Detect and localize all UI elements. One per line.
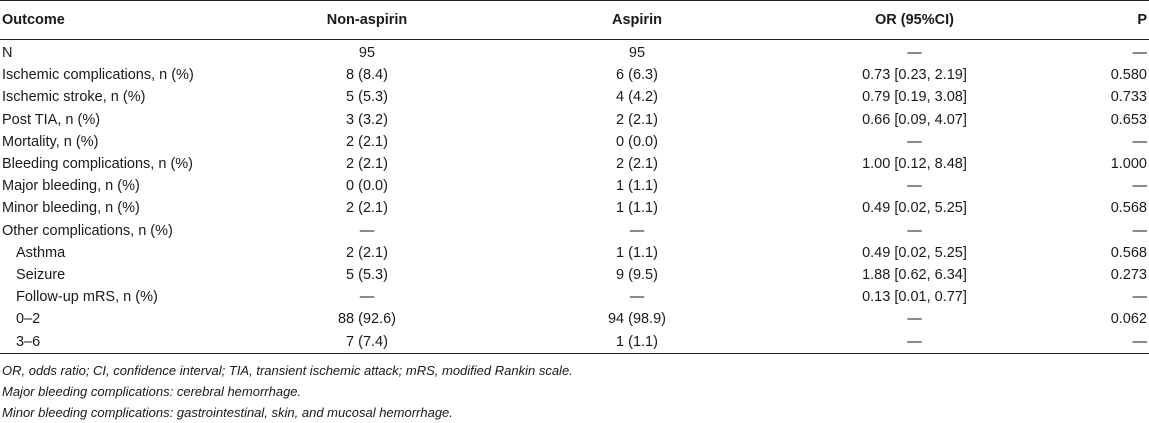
table-header: [0, 1, 1149, 40]
cell-outcome: Follow-up mRS, n (%): [16, 289, 158, 306]
table-row: [0, 153, 1149, 175]
table-row: [0, 286, 1149, 308]
cell-outcome: Asthma: [16, 244, 66, 261]
header-row: [0, 1, 1149, 40]
cell-aspirin: 2 (2.1): [616, 156, 658, 173]
footnote: OR, odds ratio; CI, confidence interval; TIA, transient ischemic attack; mRS, modified Rankin scale.: [2, 362, 573, 378]
header-p-value: P: [1137, 12, 1147, 28]
cell-aspirin: 1 (1.1): [616, 200, 658, 217]
cell-p-value: —: [1132, 222, 1147, 239]
table-row: [0, 175, 1149, 197]
cell-outcome: N: [2, 45, 13, 61]
table-row: [0, 331, 1149, 354]
cell-non-aspirin: —: [359, 289, 375, 306]
cell-outcome: Ischemic stroke, n (%): [2, 89, 146, 106]
cell-non-aspirin: 5 (5.3): [346, 89, 388, 106]
cell-odds-ratio: 1.88 [0.62, 6.34]: [862, 267, 967, 284]
table-row: [0, 64, 1149, 86]
cell-odds-ratio: 0.79 [0.19, 3.08]: [862, 89, 967, 106]
cell-aspirin: 1 (1.1): [616, 178, 658, 195]
cell-outcome: 0–2: [16, 311, 41, 328]
cell-aspirin: 94 (98.9): [607, 311, 667, 328]
cell-non-aspirin: 2 (2.1): [346, 133, 388, 150]
cell-non-aspirin: 8 (8.4): [346, 67, 388, 84]
cell-p-value: —: [1132, 333, 1147, 350]
cell-aspirin: 9 (9.5): [616, 267, 658, 284]
table-row: [0, 86, 1149, 108]
cell-p-value: 0.273: [1110, 267, 1147, 284]
cell-odds-ratio: —: [907, 333, 922, 350]
cell-odds-ratio: 0.66 [0.09, 4.07]: [862, 111, 967, 128]
table-row: [0, 308, 1149, 330]
cell-p-value: 0.568: [1110, 244, 1147, 261]
cell-p-value: 1.000: [1110, 156, 1147, 173]
cell-aspirin: 1 (1.1): [616, 244, 658, 261]
table-row: [0, 220, 1149, 242]
table-footnotes: [0, 360, 1145, 423]
cell-non-aspirin: 95: [358, 45, 376, 61]
cell-p-value: 0.653: [1110, 111, 1147, 128]
cell-aspirin: 1 (1.1): [616, 333, 658, 350]
cell-aspirin: 95: [628, 45, 646, 61]
cell-odds-ratio: —: [907, 178, 922, 195]
header-non-aspirin: Non-aspirin: [326, 12, 408, 28]
cell-outcome: 3–6: [16, 333, 41, 350]
cell-non-aspirin: 7 (7.4): [346, 333, 388, 350]
footnote: Minor bleeding complications: gastrointestinal, skin, and mucosal hemorrhage.: [2, 404, 453, 420]
cell-non-aspirin: 2 (2.1): [346, 156, 388, 173]
header-odds-ratio: OR (95%CI): [875, 12, 954, 28]
table-row: [0, 242, 1149, 264]
footnote: Major bleeding complications: cerebral hemorrhage.: [2, 383, 302, 399]
table-row: [0, 197, 1149, 219]
cell-non-aspirin: 0 (0.0): [346, 178, 388, 195]
cell-p-value: —: [1132, 178, 1147, 195]
cell-p-value: 0.568: [1110, 200, 1147, 217]
cell-outcome: Minor bleeding, n (%): [2, 200, 140, 217]
header-aspirin: Aspirin: [612, 12, 662, 28]
table-row: [0, 40, 1149, 65]
table-body: [0, 40, 1149, 354]
cell-odds-ratio: —: [907, 311, 922, 328]
cell-non-aspirin: 88 (92.6): [337, 311, 397, 328]
cell-aspirin: 2 (2.1): [616, 111, 658, 128]
cell-outcome: Other complications, n (%): [2, 222, 173, 239]
cell-aspirin: —: [629, 222, 645, 239]
cell-p-value: —: [1132, 45, 1147, 61]
cell-non-aspirin: 3 (3.2): [346, 111, 388, 128]
cell-aspirin: 6 (6.3): [616, 67, 658, 84]
cell-outcome: Major bleeding, n (%): [2, 178, 140, 195]
cell-outcome: Bleeding complications, n (%): [2, 156, 194, 173]
cell-odds-ratio: —: [907, 133, 922, 150]
cell-non-aspirin: —: [359, 222, 375, 239]
cell-odds-ratio: 0.49 [0.02, 5.25]: [862, 244, 967, 261]
cell-aspirin: 0 (0.0): [616, 133, 658, 150]
table-row: [0, 131, 1149, 153]
cell-outcome: Ischemic complications, n (%): [2, 67, 194, 84]
header-outcome: Outcome: [2, 12, 65, 28]
cell-aspirin: —: [629, 289, 645, 306]
cell-outcome: Post TIA, n (%): [2, 111, 101, 128]
cell-outcome: Mortality, n (%): [2, 133, 99, 150]
cell-p-value: 0.062: [1110, 311, 1147, 328]
cell-p-value: 0.733: [1110, 89, 1147, 106]
table-row: [0, 109, 1149, 131]
cell-odds-ratio: 0.13 [0.01, 0.77]: [862, 289, 967, 306]
cell-non-aspirin: 5 (5.3): [346, 267, 388, 284]
cell-outcome: Seizure: [16, 267, 66, 284]
cell-p-value: 0.580: [1110, 67, 1147, 84]
cell-odds-ratio: —: [907, 222, 922, 239]
cell-aspirin: 4 (4.2): [616, 89, 658, 106]
cell-odds-ratio: 1.00 [0.12, 8.48]: [862, 156, 967, 173]
cell-p-value: —: [1132, 289, 1147, 306]
table-row: [0, 264, 1149, 286]
cell-odds-ratio: —: [907, 45, 922, 61]
cell-non-aspirin: 2 (2.1): [346, 200, 388, 217]
cell-p-value: —: [1132, 133, 1147, 150]
cell-non-aspirin: 2 (2.1): [346, 244, 388, 261]
cell-odds-ratio: 0.49 [0.02, 5.25]: [862, 200, 967, 217]
cell-odds-ratio: 0.73 [0.23, 2.19]: [862, 67, 967, 84]
